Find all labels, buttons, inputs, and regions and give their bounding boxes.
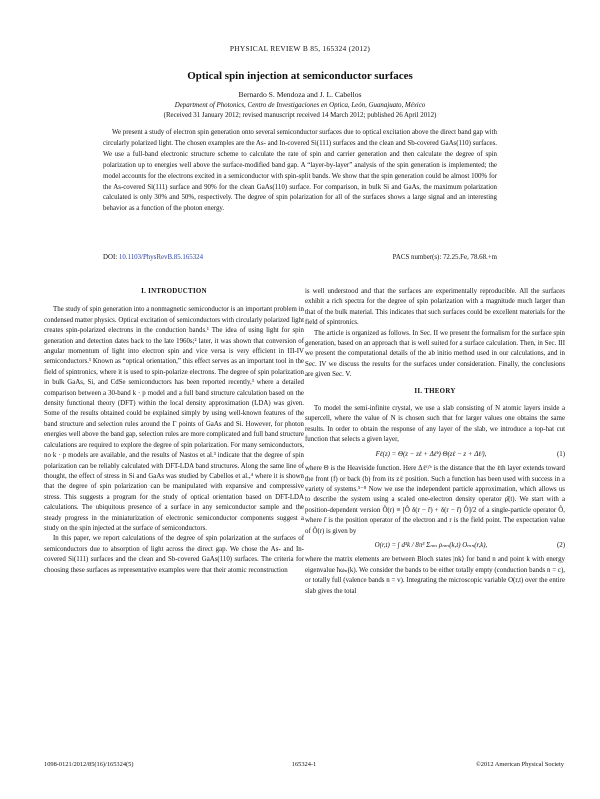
received-dates: (Received 31 January 2012; revised manuscript received 14 March 2012; published 26 April 2012) <box>163 112 437 119</box>
section-heading-theory: II. THEORY <box>414 387 456 395</box>
doi-label: DOI: <box>103 254 118 261</box>
pacs-numbers: PACS number(s): 72.25.Fe, 78.68.+m <box>392 254 497 261</box>
theory-paragraph-1: To model the semi-infinite crystal, we use a slab consisting of N atomic layers inside a supercell, where the value of N is chosen such that for larger values one obtains the same results. In order to obtain the response of any layer of the slab, we introduce a top-hat cut function that selects a given layer, <box>305 405 565 444</box>
equation-1 <box>305 450 565 460</box>
theory-paragraph-3: where the matrix elements are between Bloch states |nk⟩ for band n and point k with energy eigenvalue ħωₙ(k). We consider the bands to be either totally empty (conduction bands n = c), or totally full (valence bands n = v). Integrating the microscopic variable O(r,t) over the entire slab gives the total <box>305 556 565 595</box>
equation-2-body: O(r,t) = ∫ d³k / 8π³ Σₙₘ ρₙₘ(k,t) Oₘₙ(r,k), <box>374 541 488 549</box>
abstract: We present a study of electron spin generation onto several semiconductor surfaces due to optical excitation above the direct band gap with circularly polarized light. The chosen examples are the As- and In-covered Si(111) surfaces and the clean and Sb-covered GaAs(110) surfaces. We use a full-band electronic structure scheme to calculate the rate of spin and carrier generation and then calculate the degree of spin polarization up to energies well above the surface-modified band gap. A “layer-by-layer” analysis of the spin generation is implemented; the model accounts for the electrons excited in a semiconductor with spin-split bands. We show that the spin generation could be almost 100% for the As-covered Si(111) surface and 90% for the clean GaAs(110) surface. For comparison, in bulk Si and GaAs, the maximum polarization calculated is only 30% and 50%, respectively. The degree of spin polarization for all of the surfaces shows a large signal and an interesting behavior as a function of the photon energy. <box>103 129 497 213</box>
authors: Bernardo S. Mendoza and J. L. Cabellos <box>238 90 362 99</box>
section-heading-introduction: I. INTRODUCTION <box>141 288 207 295</box>
doi-link[interactable]: 10.1103/PhysRevB.85.165324 <box>118 254 204 261</box>
footer-copyright: ©2012 American Physical Society <box>475 761 564 768</box>
intro-paragraph-2-continued: is well understood and that the surfaces are experimentally reproducible. All the surfaces exhibit a rich spectra for the degree of spin polarization with a magnitude much larger than that of the bulk material. This indicates that such surfaces could be excellent materials for the field of spintronics. <box>305 288 565 327</box>
running-head: PHYSICAL REVIEW B 85, 165324 (2012) <box>229 44 371 53</box>
page-footer <box>44 761 564 768</box>
equation-2 <box>305 541 565 551</box>
equation-2-number: (2) <box>556 541 565 549</box>
intro-paragraph-3: The article is organized as follows. In Sec. II we present the formalism for the surface spin generation, based on an approach that is well suited for a surface calculation. Then, in Sec. III we present the computational details of the ab initio method used in our calculations, and in Sec. IV we discuss the results for the surfaces under consideration. Finally, the conclusions are given Sec. V. <box>305 329 565 379</box>
equation-1-body: Fℓ(z) = Θ(z − zℓ + Δℓᵇ) Θ(zℓ − z + Δℓᶠ), <box>375 450 487 458</box>
intro-paragraph-2: In this paper, we report calculations of the degree of spin polarization at the surfaces of semiconductors due to absorption of light across the direct gap. We chose the As- and In-covered Si(111) surfaces and the clean and Sb-covered GaAs(110) surfaces. The criteria for choosing these surfaces as representative examples were that their atomic reconstruction <box>44 535 304 574</box>
affiliation: Department of Photonics, Centro de Investigaciones en Optica, León, Guanajuato, México <box>174 102 426 109</box>
footer-code: 1098-0121/2012/85(16)/165324(5) <box>44 761 134 768</box>
left-column <box>44 287 304 576</box>
footer-page-number: 165324-1 <box>291 761 317 768</box>
paper-title: Optical spin injection at semiconductor surfaces <box>187 70 413 82</box>
doi-row <box>103 254 497 261</box>
intro-paragraph-1: The study of spin generation into a nonmagnetic semiconductor is an important problem in condensed matter physics. Optical excitation of semiconductors with circularly polarized light creates spin-polarized electrons in the conduction bands.¹ The idea of using light for spin generation and detection dates back to the late 1960s;² later, it was shown that conversion of angular momentum of light into electron spin and vice versa is very efficient in III-IV semiconductors.¹ Known as “optical orientation,” this effect serves as an important tool in the field of spintronics, where it is used to spin-polarize electrons. The degree of spin polarization in bulk GaAs, Si, and CdSe semiconductors has been reported recently,³ where a detailed comparison between a 30-band k · p model and a full band structure calculation based on the density functional theory (DFT) within the local density approximation (LDA) was given. Some of the results obtained could be explained simply by using well-known features of the band structure and selection rules around the Γ points of GaAs and Si. However, for photon energies well above the band gap, selection rules are more complicated and full band structure calculations are required to explore the degree of spin polarization. For many semiconductors, no k · p models are available, and the results of Nastos et al.³ indicate that the degree of spin polarization can be reliably calculated with DFT-LDA band structures. Along the same line of thought, the effect of stress in Si and GaAs was studied by Cabellos et al.,⁴ where it is shown that the degree of spin polarization can be manipulated with expansive and compressive stress. This suggests a program for the study of optical orientation based on DFT-LDA calculations. The ubiquitous presence of a surface in any semiconductor sample and the steady progress in the miniaturization of electronic semiconductor components suggest a study on the spin injected at the surface of semiconductors. <box>44 306 304 532</box>
equation-1-number: (1) <box>556 450 565 458</box>
right-column <box>305 287 565 597</box>
theory-paragraph-2: where Θ is the Heaviside function. Here Δℓᶠ/ᵇ is the distance that the ℓth layer extends toward the front (f) or back (b) from its zℓ position. Such a function has been used with success in a variety of systems.⁵⁻⁸ Now we use the independent particle approximation, which allows us to describe the system using a scaled one-electron density operator ρ̂(t). We start with a position-dependent version Ô(r) ≡ [Ô δ(r − r̂) + δ(r − r̂) Ô]/2 of a single-particle operator Ô, where r̂ is the position operator of the electron and r is the field point. The expectation value of Ô(r) is given by <box>305 465 565 535</box>
